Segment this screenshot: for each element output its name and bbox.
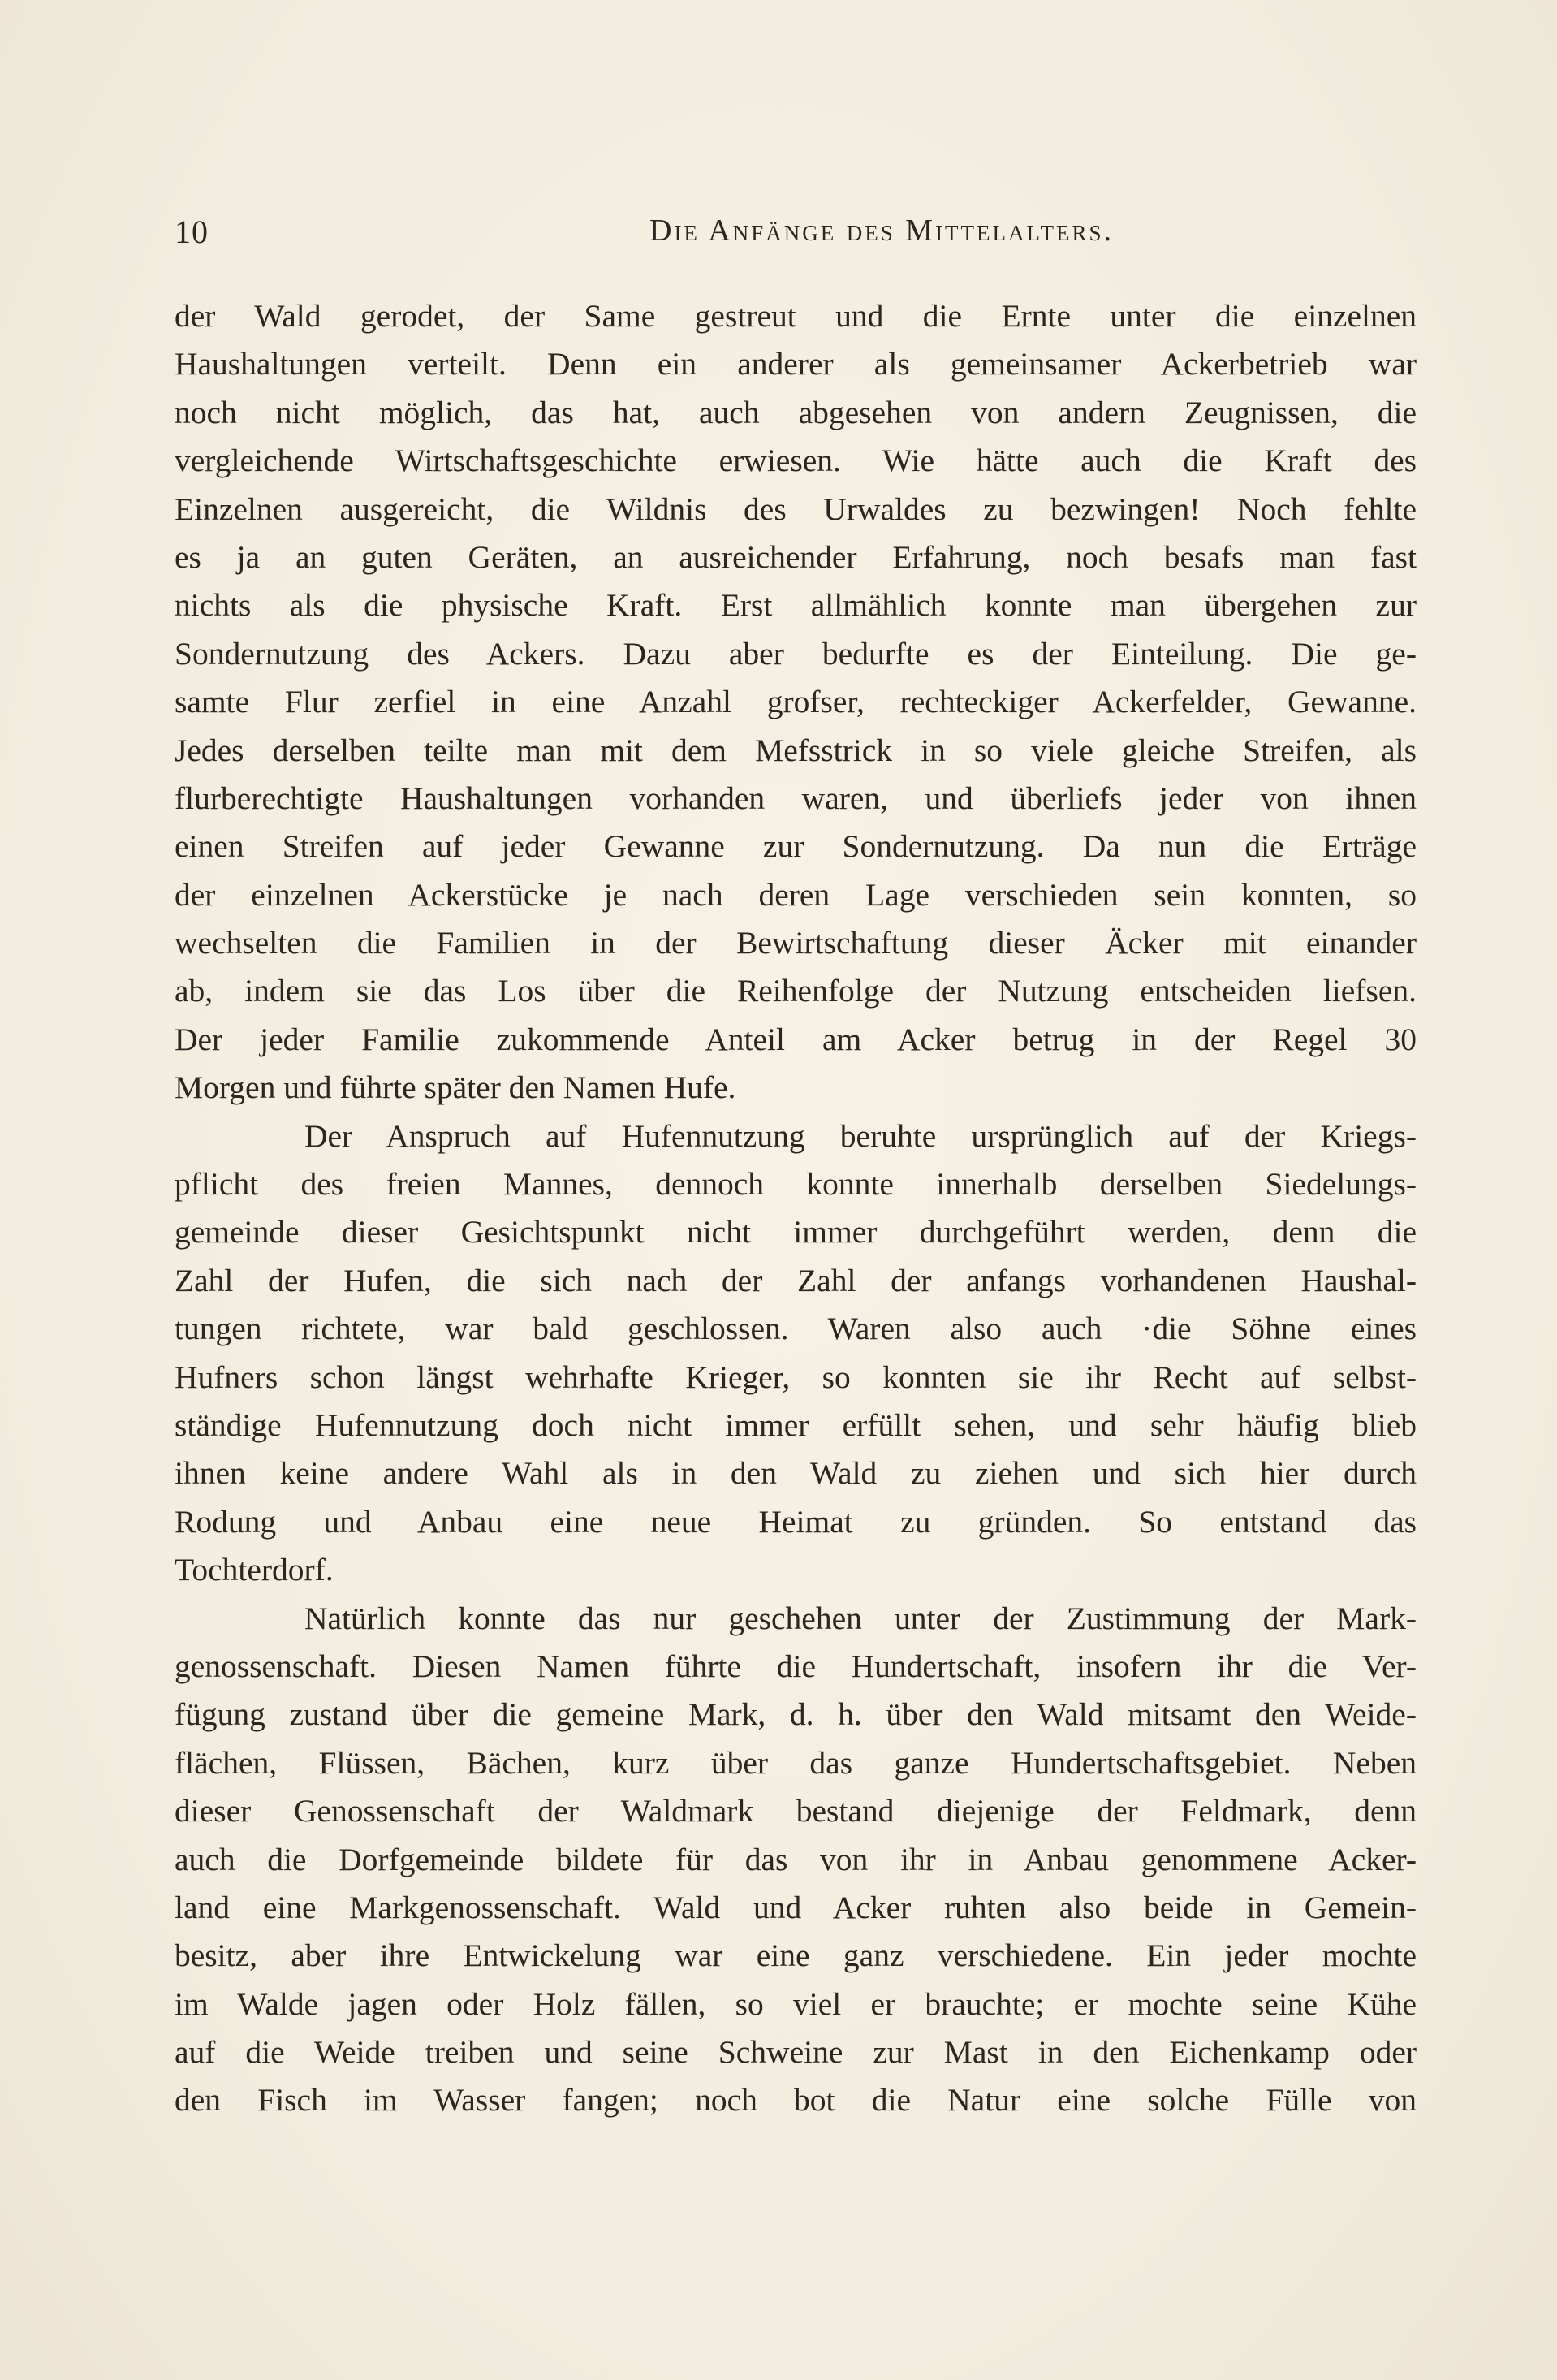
text-line: pflicht des freien Mannes, dennoch konnte innerhalb derselben Siedelungs- <box>175 1166 1417 1203</box>
text-line: Einzelnen ausgereicht, die Wildnis des Urwaldes zu bezwingen! Noch fehlte <box>175 490 1417 527</box>
paragraph-first-line: Natürlich konnte das nur geschehen unter der Zustimmung der Mark- <box>304 1600 1417 1636</box>
text-line: gemeinde dieser Gesichtspunkt nicht immer durchgeführt werden, denn die <box>175 1214 1417 1250</box>
text-line: ihnen keine andere Wahl als in den Wald zu ziehen und sich hier durch <box>175 1455 1417 1492</box>
paragraph-first-line: Der Anspruch auf Hufennutzung beruhte ursprünglich auf der Kriegs- <box>304 1117 1417 1154</box>
text-line: Sondernutzung des Ackers. Dazu aber bedurfte es der Einteilung. Die ge- <box>175 635 1417 672</box>
text-line: land eine Markgenossenschaft. Wald und Acker ruhten also beide in Gemein- <box>175 1889 1417 1925</box>
text-line: den Fisch im Wasser fangen; noch bot die Natur eine solche Fülle von <box>175 2082 1417 2119</box>
running-head <box>175 213 1425 253</box>
text-line: einen Streifen auf jeder Gewanne zur Sondernutzung. Da nun die Erträge <box>175 828 1417 865</box>
text-line: genossenschaft. Diesen Namen führte die Hundertschaft, insofern ihr die Ver- <box>175 1648 1417 1684</box>
text-line: im Walde jagen oder Holz fällen, so viel er brauchte; er mochte seine Kühe <box>175 1985 1417 2022</box>
text-line: fügung zustand über die gemeine Mark, d. h. über den Wald mitsamt den Weide- <box>175 1696 1417 1733</box>
page-number: 10 <box>175 214 209 250</box>
text-line: ab, indem sie das Los über die Reihenfolge der Nutzung entscheiden liefsen. <box>175 973 1417 1009</box>
text-line: vergleichende Wirtschaftsgeschichte erwiesen. Wie hätte auch die Kraft des <box>175 443 1417 479</box>
text-line: Zahl der Hufen, die sich nach der Zahl der anfangs vorhandenen Haushal- <box>175 1262 1417 1298</box>
text-line: nichts als die physische Kraft. Erst allmählich konnte man übergehen zur <box>175 587 1417 624</box>
text-line: Haushaltungen verteilt. Denn ein anderer als gemeinsamer Ackerbetrieb war <box>175 346 1417 382</box>
paragraph-last-line: Morgen und führte später den Namen Hufe. <box>175 1069 736 1106</box>
text-line: der einzelnen Ackerstücke je nach deren Lage verschieden sein konnten, so <box>175 876 1417 913</box>
text-line: flächen, Flüssen, Bächen, kurz über das ganze Hundertschaftsgebiet. Neben <box>175 1744 1417 1781</box>
text-line: Jedes derselben teilte man mit dem Mefsstrick in so viele gleiche Streifen, als <box>175 732 1417 768</box>
text-line: der Wald gerodet, der Same gestreut und die Ernte unter die einzelnen <box>175 298 1417 334</box>
text-line: Rodung und Anbau eine neue Heimat zu gründen. So entstand das <box>175 1503 1417 1540</box>
text-line: Der jeder Familie zukommende Anteil am Acker betrug in der Regel 30 <box>175 1021 1417 1057</box>
text-line: noch nicht möglich, das hat, auch abgesehen von andern Zeugnissen, die <box>175 394 1417 430</box>
text-line: auf die Weide treiben und seine Schweine zur Mast in den Eichenkamp oder <box>175 2034 1417 2071</box>
text-line: auch die Dorfgemeinde bildete für das von ihr in Anbau genommene Acker- <box>175 1841 1417 1877</box>
text-line: wechselten die Familien in der Bewirtschaftung dieser Äcker mit einander <box>175 925 1417 961</box>
paragraph-last-line: Tochterdorf. <box>175 1552 334 1588</box>
text-line: flurberechtigte Haushaltungen vorhanden waren, und überliefs jeder von ihnen <box>175 780 1417 816</box>
body-text <box>175 292 1417 2125</box>
text-line: es ja an guten Geräten, an ausreichender Erfahrung, noch besafs man fast <box>175 538 1417 575</box>
running-title: Die Anfänge des Mittelalters. <box>649 214 1115 248</box>
text-line: tungen richtete, war bald geschlossen. Waren also auch ·die Söhne eines <box>175 1311 1417 1347</box>
text-line: besitz, aber ihre Entwickelung war eine ganz verschiedene. Ein jeder mochte <box>175 1937 1417 1974</box>
text-line: samte Flur zerfiel in eine Anzahl grofser, rechteckiger Ackerfelder, Gewanne. <box>175 684 1417 720</box>
text-line: Hufners schon längst wehrhafte Krieger, so konnten sie ihr Recht auf selbst- <box>175 1358 1417 1395</box>
text-line: dieser Genossenschaft der Waldmark bestand diejenige der Feldmark, denn <box>175 1793 1417 1829</box>
text-line: ständige Hufennutzung doch nicht immer erfüllt sehen, und sehr häufig blieb <box>175 1406 1417 1443</box>
